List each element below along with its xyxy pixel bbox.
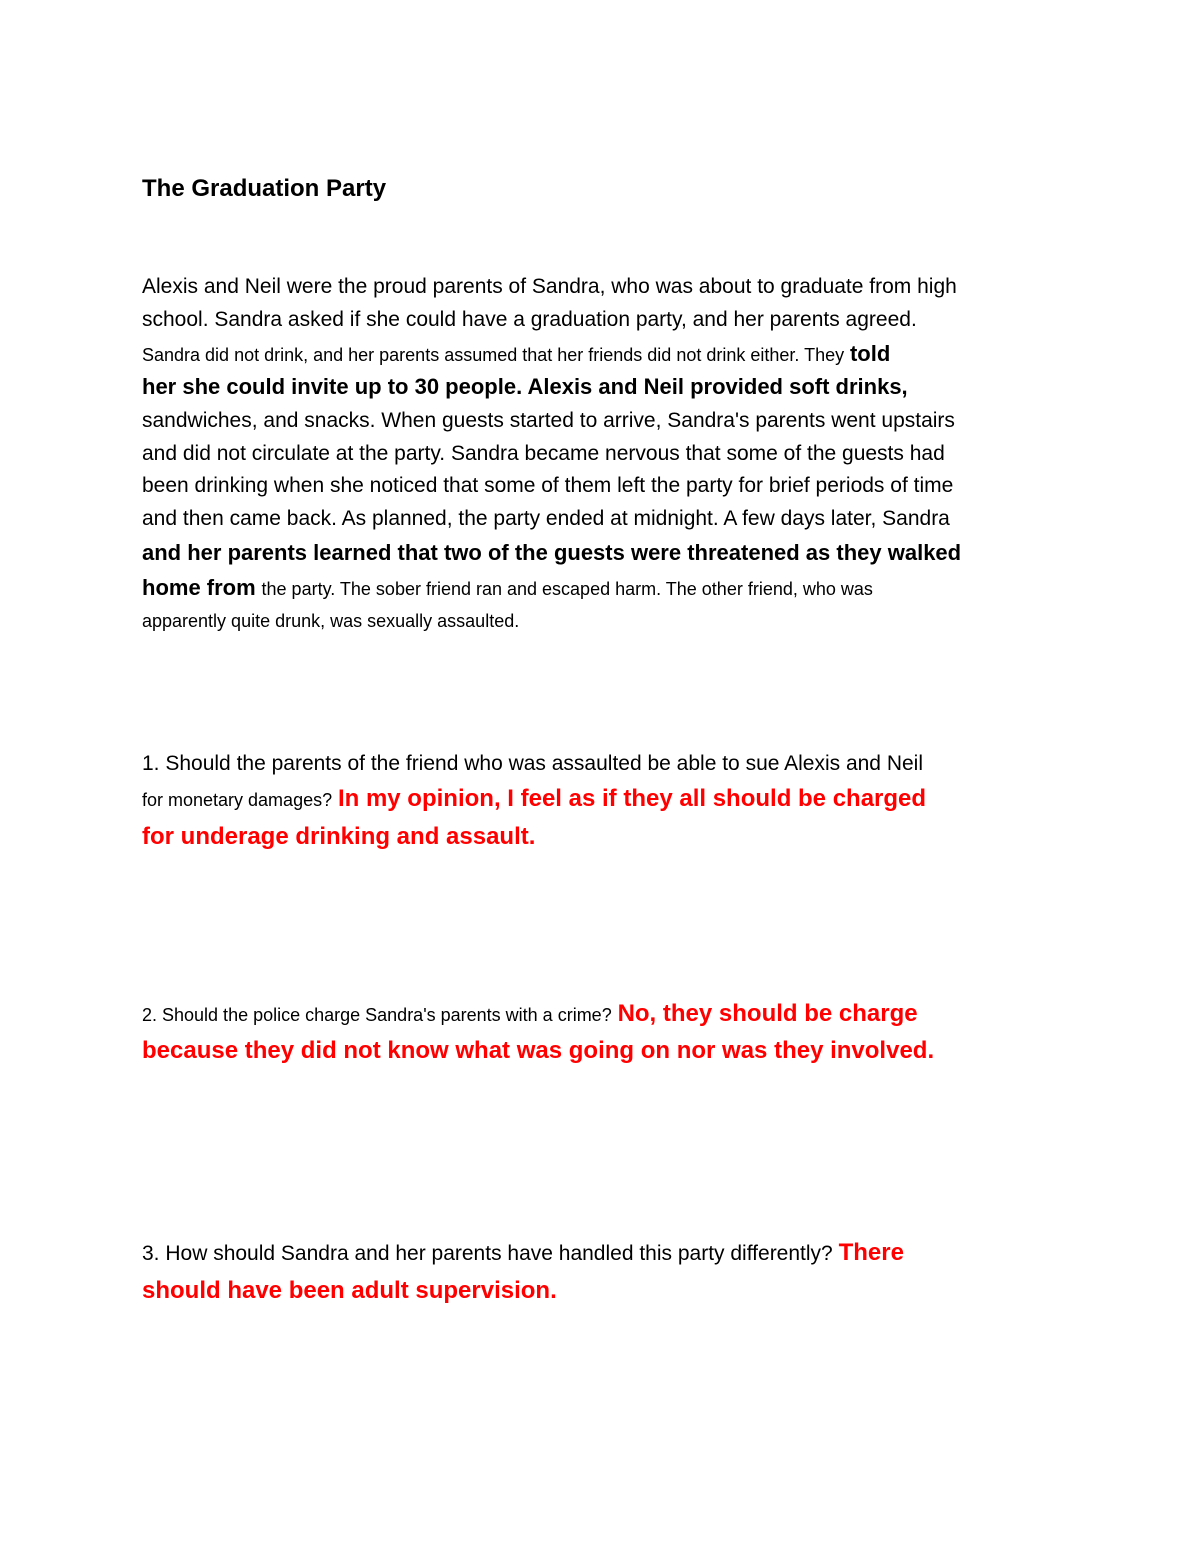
story-bold-text: home from xyxy=(142,575,256,600)
question-text: for monetary damages? xyxy=(142,790,333,810)
story-bold-text: told xyxy=(849,341,891,366)
answer-text: In my opinion, I feel as if they all should be charged xyxy=(337,785,927,812)
answer-text: should have been adult supervision. xyxy=(142,1277,557,1304)
story-line: and her parents learned that two of the guests were threatened as they walked xyxy=(142,540,962,565)
question-line xyxy=(142,782,926,817)
story-line: sandwiches, and snacks. When guests started to arrive, Sandra's parents went upstairs xyxy=(142,409,955,432)
story-line: her she could invite up to 30 people. Alexis and Neil provided soft drinks, xyxy=(142,374,908,399)
story-line: and then came back. As planned, the party ended at midnight. A few days later, Sandra xyxy=(142,507,950,530)
story-text: Sandra did not drink, and her parents assumed that her friends did not drink either. They xyxy=(142,345,845,365)
question-text: 1. Should the parents of the friend who was assaulted be able to sue Alexis and Neil xyxy=(142,752,923,775)
story-line: been drinking when she noticed that some of them left the party for brief periods of time xyxy=(142,474,954,497)
story-line: Alexis and Neil were the proud parents of Sandra, who was about to graduate from high xyxy=(142,275,957,298)
answer-text: There xyxy=(838,1239,904,1266)
question-text: 3. How should Sandra and her parents have handled this party differently? xyxy=(142,1242,833,1265)
answer-text: because they did not know what was going on nor was they involved. xyxy=(142,1037,935,1064)
story-line: and did not circulate at the party. Sandra became nervous that some of the guests had xyxy=(142,442,945,465)
story-line: school. Sandra asked if she could have a graduation party, and her parents agreed. xyxy=(142,308,917,331)
story-line xyxy=(142,571,873,606)
question-line xyxy=(142,1236,904,1270)
story-text: the party. The sober friend ran and escaped harm. The other friend, who was xyxy=(261,579,873,599)
question-line xyxy=(142,997,918,1032)
page-title: The Graduation Party xyxy=(142,175,387,202)
answer-text: for underage drinking and assault. xyxy=(142,823,536,850)
story-line: apparently quite drunk, was sexually assaulted. xyxy=(142,611,520,631)
answer-text: No, they should be charge xyxy=(617,1000,918,1027)
story-line xyxy=(142,337,890,372)
question-text: 2. Should the police charge Sandra's parents with a crime? xyxy=(142,1005,612,1025)
